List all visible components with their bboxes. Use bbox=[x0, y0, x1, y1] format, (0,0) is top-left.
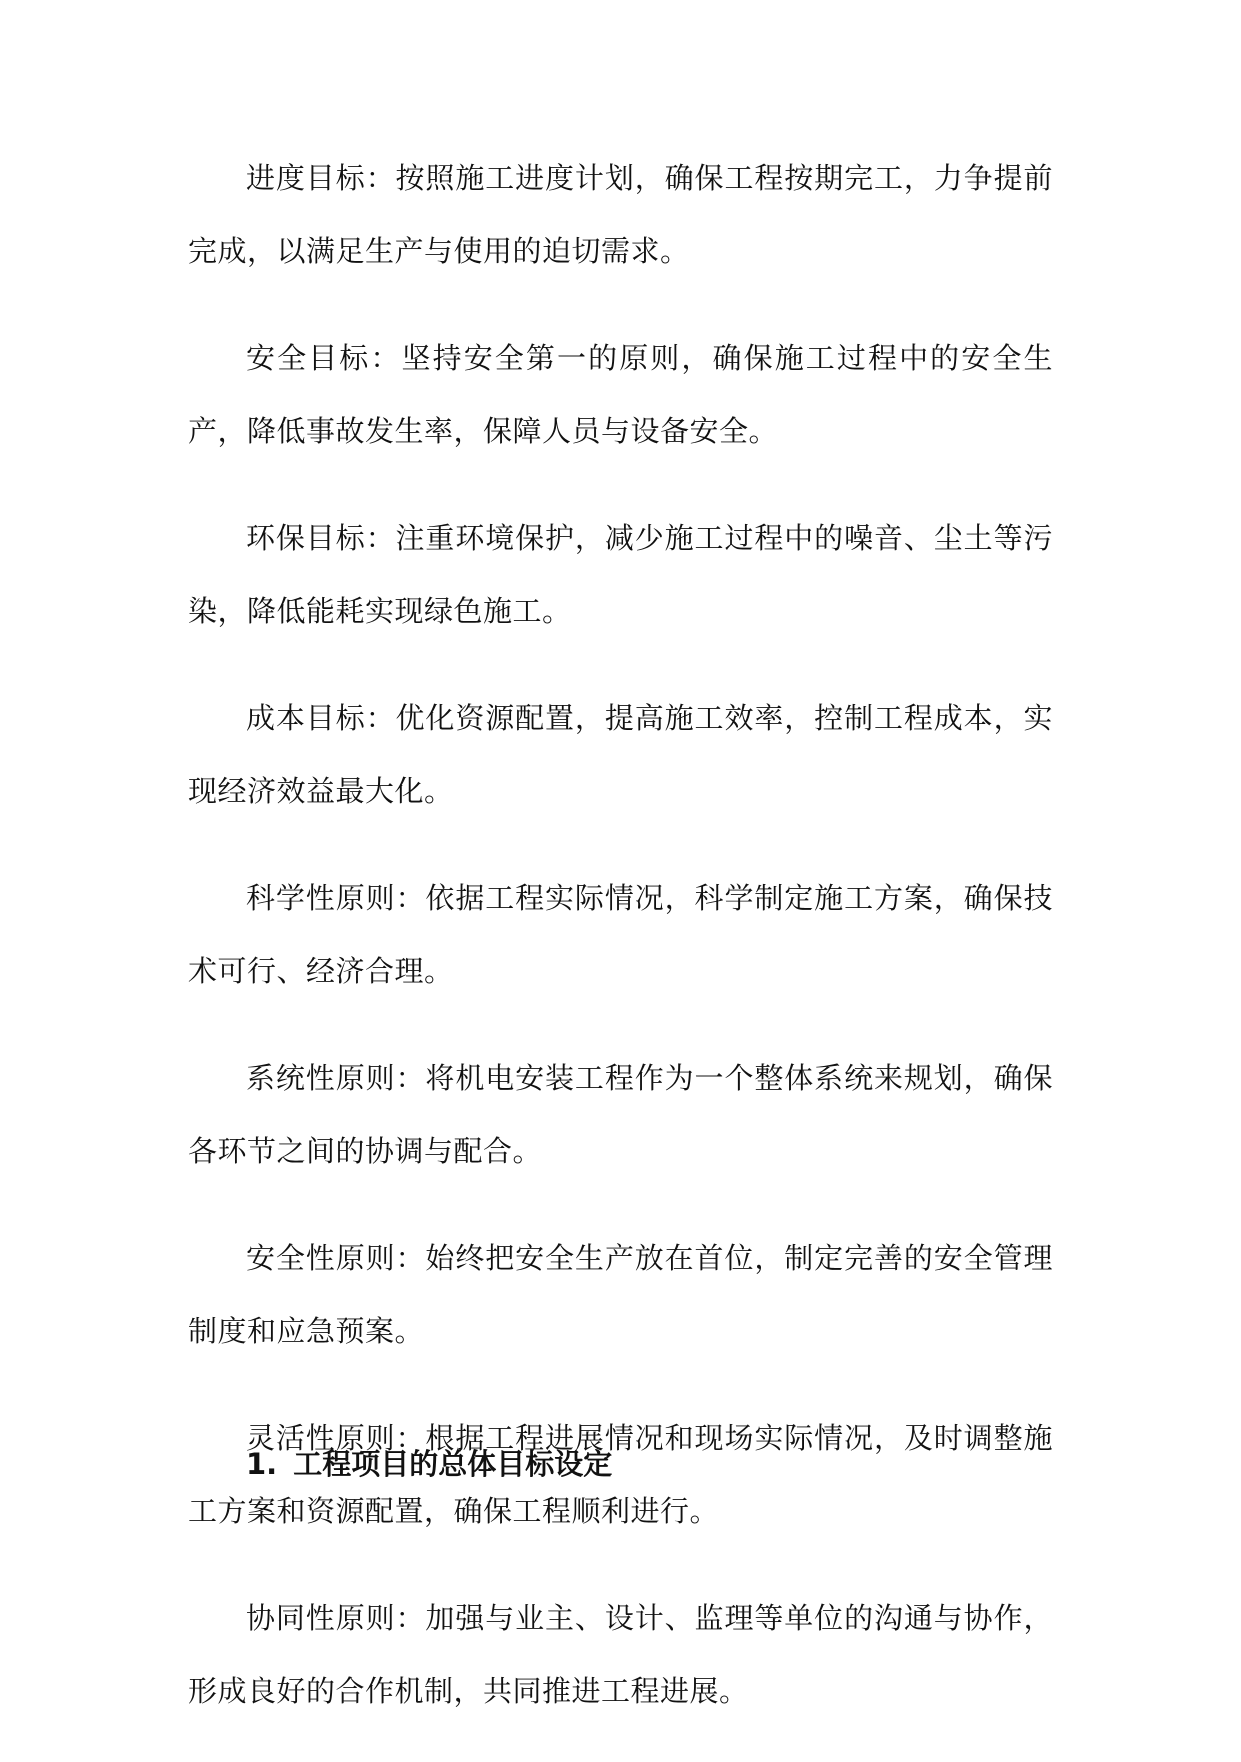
paragraph-environment-goal: 环保目标：注重环境保护，减少施工过程中的噪音、尘土等污染，降低能耗实现绿色施工。 bbox=[188, 521, 1053, 628]
section-heading-number: 1. bbox=[246, 1447, 278, 1481]
paragraph-safety-goal: 安全目标：坚持安全第一的原则，确保施工过程中的安全生产，降低事故发生率，保障人员与设备安全。 bbox=[188, 341, 1053, 448]
paragraph-cost-goal: 成本目标：优化资源配置，提高施工效率，控制工程成本，实现经济效益最大化。 bbox=[188, 701, 1053, 808]
paragraph-scientific-principle: 科学性原则：依据工程实际情况，科学制定施工方案，确保技术可行、经济合理。 bbox=[188, 881, 1053, 988]
body-text bbox=[188, 142, 1053, 1762]
paragraph-schedule-goal: 进度目标：按照施工进度计划，确保工程按期完工，力争提前完成，以满足生产与使用的迫切需求。 bbox=[188, 161, 1053, 268]
section-heading bbox=[246, 1442, 612, 1486]
section-heading-text: 工程项目的总体目标设定 bbox=[293, 1447, 613, 1481]
paragraph-collaboration-principle: 协同性原则：加强与业主、设计、监理等单位的沟通与协作，形成良好的合作机制，共同推进工程进展。 bbox=[188, 1601, 1053, 1708]
paragraph-systematic-principle: 系统性原则：将机电安装工程作为一个整体系统来规划，确保各环节之间的协调与配合。 bbox=[188, 1061, 1053, 1168]
paragraph-safety-principle: 安全性原则：始终把安全生产放在首位，制定完善的安全管理制度和应急预案。 bbox=[188, 1241, 1053, 1348]
paragraph-flexibility-principle: 灵活性原则：根据工程进展情况和现场实际情况，及时调整施工方案和资源配置，确保工程顺利进行。 bbox=[188, 1421, 1053, 1528]
